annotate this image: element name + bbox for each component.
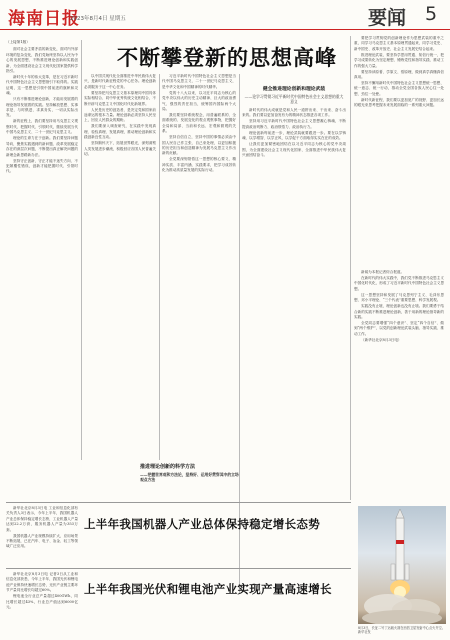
column-divider bbox=[81, 40, 82, 460]
paragraph: 坚持自信自立，坚持中国的事情必须由中国人民自己作主张、自己来处理，以更加积极的历史担当和创造精神为发展马克思主义作出新的贡献。 bbox=[162, 135, 236, 156]
paragraph: 新时代十年的伟大变革，是在习近平新时代中国特色社会主义思想指引下取得的。实践证明，这一思想是引领中国前进的旗帜和灵魂。 bbox=[6, 75, 78, 96]
paragraph: 坚持用习近平新时代中国特色社会主义思想凝心铸魂，不断提高政治判断力、政治领悟力、政治执行力。 bbox=[242, 119, 346, 129]
paragraph: 我们要深入调查研究，在实践中发现真理、检验真理、发展真理，推动理论创新和实践创新良性互动。 bbox=[84, 124, 156, 140]
byline: （上接第1版） bbox=[6, 40, 30, 44]
article-column-4 bbox=[242, 108, 346, 500]
paragraph: 理论的生命力在于创新。我们要坚持问题导向，聚焦实践遇到的新问题、改革发展稳定存在的深层次问题，不断提出真正解决问题的新理念新思路新办法。 bbox=[6, 136, 78, 157]
rocket-launch-photo bbox=[358, 506, 446, 624]
rocket-icon bbox=[358, 506, 446, 624]
paragraph: 全党同志要增强“四个意识”、坚定“四个自信”、做到“两个维护”，以党的创新理论武装头脑、指导实践、推动工作。 bbox=[354, 321, 444, 336]
paragraph: 党的十八大以来，以习近平同志为核心的党中央以伟大的历史主动精神、巨大的政治勇气、强烈的责任担当，统筹国内国际两个大局。 bbox=[162, 90, 236, 112]
section-divider bbox=[6, 568, 351, 569]
paragraph: 要把学习贯彻党的创新理论作为思想武装的重中之重，同学习马克思主义基本原理贯通起来，同学习党史、新中国史、改革开放史、社会主义发展史结合起来。 bbox=[354, 36, 444, 51]
brief-2-headline: 上半年我国光伏和锂电池产业实现产量高速增长 bbox=[84, 582, 332, 596]
paragraph: 新的征程上，我们要坚持用马克思主义观察时代、把握时代、引领时代，继续发展当代中国马克思主义、二十一世纪马克思主义。 bbox=[6, 119, 78, 135]
brief-1-headline: 上半年我国机器人产业总体保持稳定增长态势 bbox=[84, 517, 320, 531]
paragraph: 以中国式现代化全面推进中华民族伟大复兴，是新时代新征程党的中心任务。理论创新必须服务于这一中心任务。 bbox=[84, 74, 156, 89]
sub-article-1-title: 健全推进理论创新和理论武装 bbox=[262, 86, 326, 92]
sub-article-1-deck: ——论学习贯彻习近平新时代中国特色社会主义思想的重大意义 bbox=[244, 94, 344, 104]
main-headline: 不断攀登新的思想高峰 bbox=[117, 46, 337, 70]
paragraph: 人民是历史的创造者，是决定党和国家前途命运的根本力量。理论创新必须坚持人民至上，回应人民群众的期盼。 bbox=[84, 107, 156, 123]
brief-2-column bbox=[6, 572, 78, 634]
section-title: 要闻 bbox=[368, 7, 407, 29]
column-divider bbox=[350, 36, 351, 500]
sub-article-2-deck: ——把握世界观和方法论，坚持好、运用好贯穿其中的立场观点方法 bbox=[140, 472, 239, 482]
article-column-6 bbox=[354, 270, 444, 500]
photo-caption: 8月3日，长征二号丁运载火箭在西昌卫星发射中心点火升空。新华社发 bbox=[358, 626, 445, 635]
paragraph: 这一思想坚持和发展了马克思列宁主义、毛泽东思想、邓小平理论、“三个代表”重要思想、科学发展观。 bbox=[354, 292, 444, 303]
paragraph: 新华社北京8月3日电 记者3日从工业和信息化部获悉，今年上半年，我国光伏和锂电池产业保持快速增长态势，光伏产业链主要环节产量同比增长均超过60%。 bbox=[6, 572, 78, 593]
masthead bbox=[0, 0, 450, 30]
paragraph: 新时代新征程，我们要以更加宽广的视野、更加长远的眼光来思考把握未来发展面临的一系列重大问题。 bbox=[354, 97, 444, 108]
paragraph: （新华社北京8月3日电） bbox=[361, 337, 402, 342]
section-divider bbox=[6, 502, 351, 503]
paragraph: 推进理论武装，要坚持学思用贯通、知信行统一，把学习成果转化为坚定理想、锤炼党性和指导实践、推动工作的强大力量。 bbox=[354, 52, 444, 68]
sub-article-2-title: 推进理论创新的科学方法 bbox=[140, 464, 196, 470]
paragraph: 只有不断推进理论创新，才能用发展着的理论指导发展着的实践。坚持解放思想、实事求是、与时俱进、求真务实，一切从实际出发。 bbox=[6, 97, 78, 118]
paragraph: 习近平新时代中国特色社会主义思想是当代中国马克思主义、二十一世纪马克思主义，是中华文化和中国精神的时代精华。 bbox=[162, 74, 236, 89]
paragraph: 面对社会主要矛盾的新变化，面对内外部环境的复杂变化，我们党始终坚持以人民为中心的发展思想，不断推进理论创新和实践创新，为全面建设社会主义现代化国家提供科学指引。 bbox=[6, 47, 78, 74]
column-divider bbox=[159, 74, 160, 460]
paragraph: 全党要深刻领悟这一思想的核心要义、精神实质、丰富内涵、实践要求，把学习成效转化为推动高质量发展的实际行动。 bbox=[162, 157, 236, 173]
paragraph: 新闻为本报记者综合报道。 bbox=[361, 270, 405, 274]
paragraph: 新时代的伟大成就是党和人民一道拼出来、干出来、奋斗出来的。我们要以更加奋发有为的精神状态推进各项工作。 bbox=[242, 108, 346, 118]
paragraph: 锂电池全行业总产量超过400GWh，同比增长超过43%，行业总产值达到6000亿元。 bbox=[6, 594, 78, 610]
paragraph: 坚持守正创新，守正才能不迷失方向、不犯颠覆性错误，创新才能把握时代、引领时代。 bbox=[6, 158, 78, 174]
paragraph: 我们要坚持系统观念，用普遍联系的、全面系统的、发展变化的观点观察事物，把握好全局和局部、当前和长远、宏观和微观的关系。 bbox=[162, 113, 236, 134]
paragraph: 在新时代的伟大实践中，我们党不断推进马克思主义中国化时代化，形成了习近平新时代中国特色社会主义思想。 bbox=[354, 276, 444, 291]
paragraph: 我国机器人产业规模持续扩大，应用场景不断拓展，已在汽车、电子、冶金、轻工等领域广泛应用。 bbox=[6, 533, 78, 549]
paragraph: 新华社北京8月3日电 工业和信息化部有关负责人3日表示，今年上半年，我国机器人产业总体保持稳定增长态势，工业机器人产量达到22.2万套，服务机器人产量为353万套。 bbox=[6, 506, 78, 532]
paragraph: 实践没有止境，理论创新也没有止境。我们要勇于结合新的实践不断推进理论创新，善于用新的理论指导新的实践。 bbox=[354, 304, 444, 320]
dateline: 2023年8月4日 星期五 bbox=[70, 16, 126, 22]
brief-1-column bbox=[6, 506, 78, 564]
page-number: 5 bbox=[425, 3, 438, 25]
article-column-5 bbox=[354, 36, 444, 266]
paragraph: 理论创新每前进一步，理论武装就要跟进一步。要在以学铸魂、以学增智、以学正风、以学促干方面取得实实在在的成效。 bbox=[242, 130, 346, 141]
article-column-3 bbox=[162, 74, 236, 460]
article-column-1 bbox=[6, 40, 78, 460]
paragraph: 要坚持把马克思主义基本原理同中国具体实际相结合、同中华优秀传统文化相结合，不断开辟马克思主义中国化时代化新境界。 bbox=[84, 90, 156, 106]
paragraph: 要坚持读原著、学原文、悟原理，做到真学真懂真信真用。 bbox=[354, 69, 444, 80]
newspaper-logo: 海南日报 bbox=[8, 9, 80, 29]
paragraph: 坚持不懈用新时代中国特色社会主义思想统一思想、统一意志、统一行动，推动全党全国各族人民心往一处想、劲往一处使。 bbox=[354, 81, 444, 96]
paragraph: 坚持胸怀天下，拓展世界眼光，深刻洞察人类发展进步潮流，积极回应各国人民普遍关切。 bbox=[84, 141, 156, 157]
paragraph: 让我们更加紧密地团结在以习近平同志为核心的党中央周围，为全面建设社会主义现代化国家、全面推进中华民族伟大复兴而团结奋斗。 bbox=[242, 142, 346, 158]
article-column-2 bbox=[84, 74, 156, 460]
